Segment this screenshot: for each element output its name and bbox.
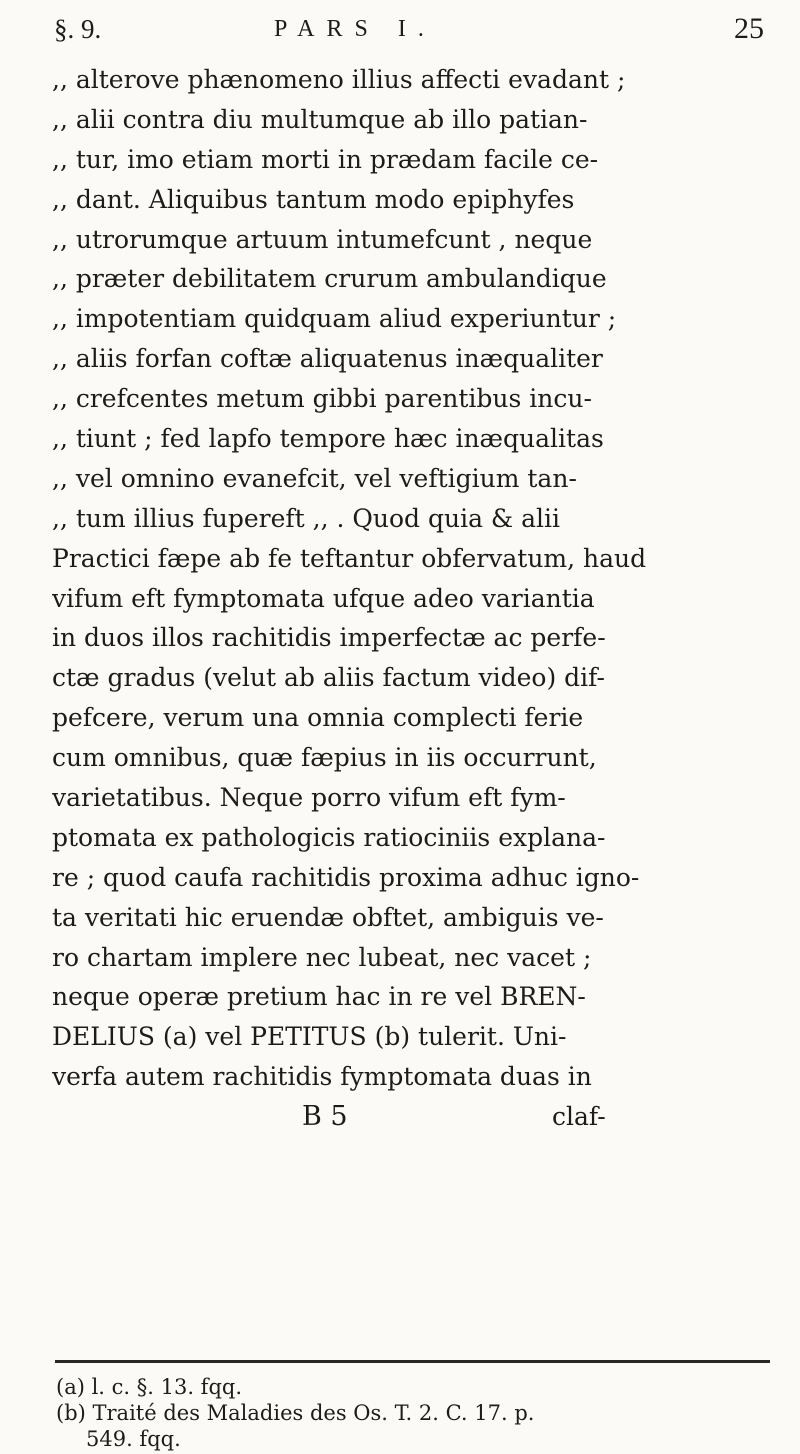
footnotes [56,1374,770,1452]
text-line: vifum eft fymptomata ufque adeo variantia [52,583,595,613]
text-line: ,, utrorumque artuum intumefcunt , neque [52,224,593,254]
text-line: ,, tum illius fupereft ,, . Quod quia & alii [52,503,561,533]
running-title: PARS I. [274,16,436,42]
footnote-b: (b) Traité des Maladies des Os. T. 2. C. 17. p. [56,1401,535,1425]
text-line: ,, crefcentes metum gibbi parentibus incu- [52,384,592,414]
catchword: claf- [552,1102,606,1132]
text-line: ,, tur, imo etiam morti in prædam facile ce- [52,144,599,174]
text-line: Practici fæpe ab fe teftantur obfervatum, haud [52,543,647,573]
running-head [54,12,770,52]
text-line: ,, dant. Aliquibus tantum modo epiphyfes [52,184,575,214]
section-mark: §. 9. [54,14,102,44]
text-line: pefcere, verum una omnia complecti ferie [52,703,584,733]
text-line: ,, aliis forfan coftæ aliquatenus inæqualiter [52,344,603,374]
text-line: DELIUS (a) vel PETITUS (b) tulerit. Uni- [52,1022,567,1052]
text-line: ,, alterove phænomeno illius affecti evadant ; [52,65,626,94]
text-line: in duos illos rachitidis imperfectæ ac perfe- [52,623,606,653]
signature-mark: B 5 [302,1101,348,1133]
text-line: ,, alii contra diu multumque ab illo patian- [52,104,588,134]
text-line: ctæ gradus (velut ab aliis factum video) dif- [52,663,605,693]
text-line: cum omnibus, quæ fæpius in iis occurrunt, [52,743,597,773]
text-line: ,, impotentiam quidquam aliud experiuntur ; [52,304,617,334]
signature-line [52,1097,774,1137]
footnote-a: (a) l. c. §. 13. fqq. [56,1375,243,1399]
footnote-rule [55,1360,770,1363]
footnote-b-continued: 549. fqq. [86,1427,181,1451]
text-line: ta veritati hic eruendæ obftet, ambiguis ve- [52,902,604,932]
text-line: ptomata ex pathologicis ratiociniis explana- [52,822,606,852]
text-line: verfa autem rachitidis fymptomata duas in [52,1062,592,1092]
text-line: varietatibus. Neque porro vifum eft fym- [52,783,566,813]
main-text [52,60,774,1137]
text-line: re ; quod caufa rachitidis proxima adhuc igno- [52,862,640,892]
text-line: ,, vel omnino evanefcit, vel veftigium tan- [52,463,577,493]
text-line: ,, tiunt ; fed lapfo tempore hæc inæqualitas [52,424,604,454]
page-number: 25 [734,12,764,45]
text-line: ro chartam implere nec lubeat, nec vacet ; [52,942,592,972]
text-line: neque operæ pretium hac in re vel BREN- [52,982,586,1012]
text-line: ,, præter debilitatem crurum ambulandique [52,264,607,294]
